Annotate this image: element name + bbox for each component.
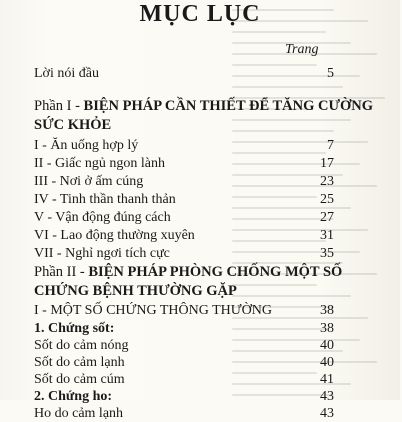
- toc-entry: [34, 138, 334, 154]
- toc-entry-label: VII - Nghỉ ngơi tích cực: [34, 246, 170, 261]
- toc-entry-preface: [34, 66, 334, 82]
- toc-entry: [34, 372, 334, 388]
- toc-entry-label: Ho do cảm lạnh: [34, 406, 124, 421]
- part2-title-line2: CHỨNG BỆNH THƯỜNG GẶP: [34, 283, 237, 299]
- toc-entry-label: VI - Lao động thường xuyên: [34, 228, 195, 243]
- toc-entry-label: Sốt do cảm lạnh: [34, 355, 125, 370]
- toc-entry-page: 38: [320, 303, 334, 318]
- page-title: MỤC LỤC: [139, 1, 261, 27]
- toc-subheading: [34, 389, 334, 405]
- part2-heading: [34, 264, 342, 281]
- toc-entry-page: 40: [320, 338, 334, 353]
- toc-entry-page: 40: [320, 355, 334, 370]
- part2-title-line1: BIỆN PHÁP PHÒNG CHỐNG MỘT SỐ: [88, 264, 343, 280]
- toc-entry: [34, 192, 334, 208]
- toc-entry-page: 23: [320, 174, 334, 189]
- toc-entry-label: I - Ăn uống hợp lý: [34, 138, 139, 153]
- part1-prefix: Phần I -: [34, 98, 84, 114]
- toc-entry: [34, 406, 334, 422]
- toc-entry-label: II - Giấc ngủ ngon lành: [34, 156, 166, 171]
- toc-entry-label: Sốt do cảm cúm: [34, 372, 125, 387]
- toc-entry: [34, 174, 334, 190]
- toc-entry-page: 38: [320, 321, 334, 336]
- part1-heading: [34, 98, 373, 115]
- toc-entry: [34, 355, 334, 371]
- toc-entry-label: I - MỘT SỐ CHỨNG THÔNG THƯỜNG: [34, 303, 272, 318]
- toc-entry: [34, 246, 334, 262]
- toc-entry-page: 43: [320, 406, 334, 421]
- toc-entry-page: 35: [320, 246, 334, 261]
- toc-entry-label: V - Vận động đúng cách: [34, 210, 171, 225]
- part1-title-line2: SỨC KHỎE: [34, 117, 112, 133]
- toc-entry-page: 27: [320, 210, 334, 225]
- part2-prefix: Phần II -: [34, 264, 89, 280]
- toc-entry-label: 2. Chứng ho:: [34, 389, 113, 404]
- toc-entry-label: Lời nói đầu: [34, 66, 99, 81]
- toc-entry-page: 7: [327, 138, 334, 153]
- toc-entry: [34, 338, 334, 354]
- toc-entry-label: III - Nơi ở ấm cúng: [34, 174, 144, 189]
- toc-entry-page: 41: [320, 372, 334, 387]
- toc-entry-page: 25: [320, 192, 334, 207]
- toc-entry-label: IV - Tinh thần thanh thản: [34, 192, 176, 207]
- toc-entry: [34, 210, 334, 226]
- toc-entry: [34, 228, 334, 244]
- page-column-label: Trang: [285, 42, 319, 57]
- toc-entry-page: 43: [320, 389, 334, 404]
- toc-entry: [34, 156, 334, 172]
- toc-entry-page: 31: [320, 228, 334, 243]
- toc-subheading: [34, 321, 334, 337]
- toc-entry-label: Sốt do cảm nóng: [34, 338, 129, 353]
- toc-entry-label: 1. Chứng sốt:: [34, 321, 115, 336]
- toc-entry-page: 5: [327, 66, 334, 81]
- toc-section-entry: [34, 303, 334, 319]
- toc-entry-page: 17: [320, 156, 334, 171]
- part1-title-line1: BIỆN PHÁP CẦN THIẾT ĐỂ TĂNG CƯỜNG: [83, 98, 374, 114]
